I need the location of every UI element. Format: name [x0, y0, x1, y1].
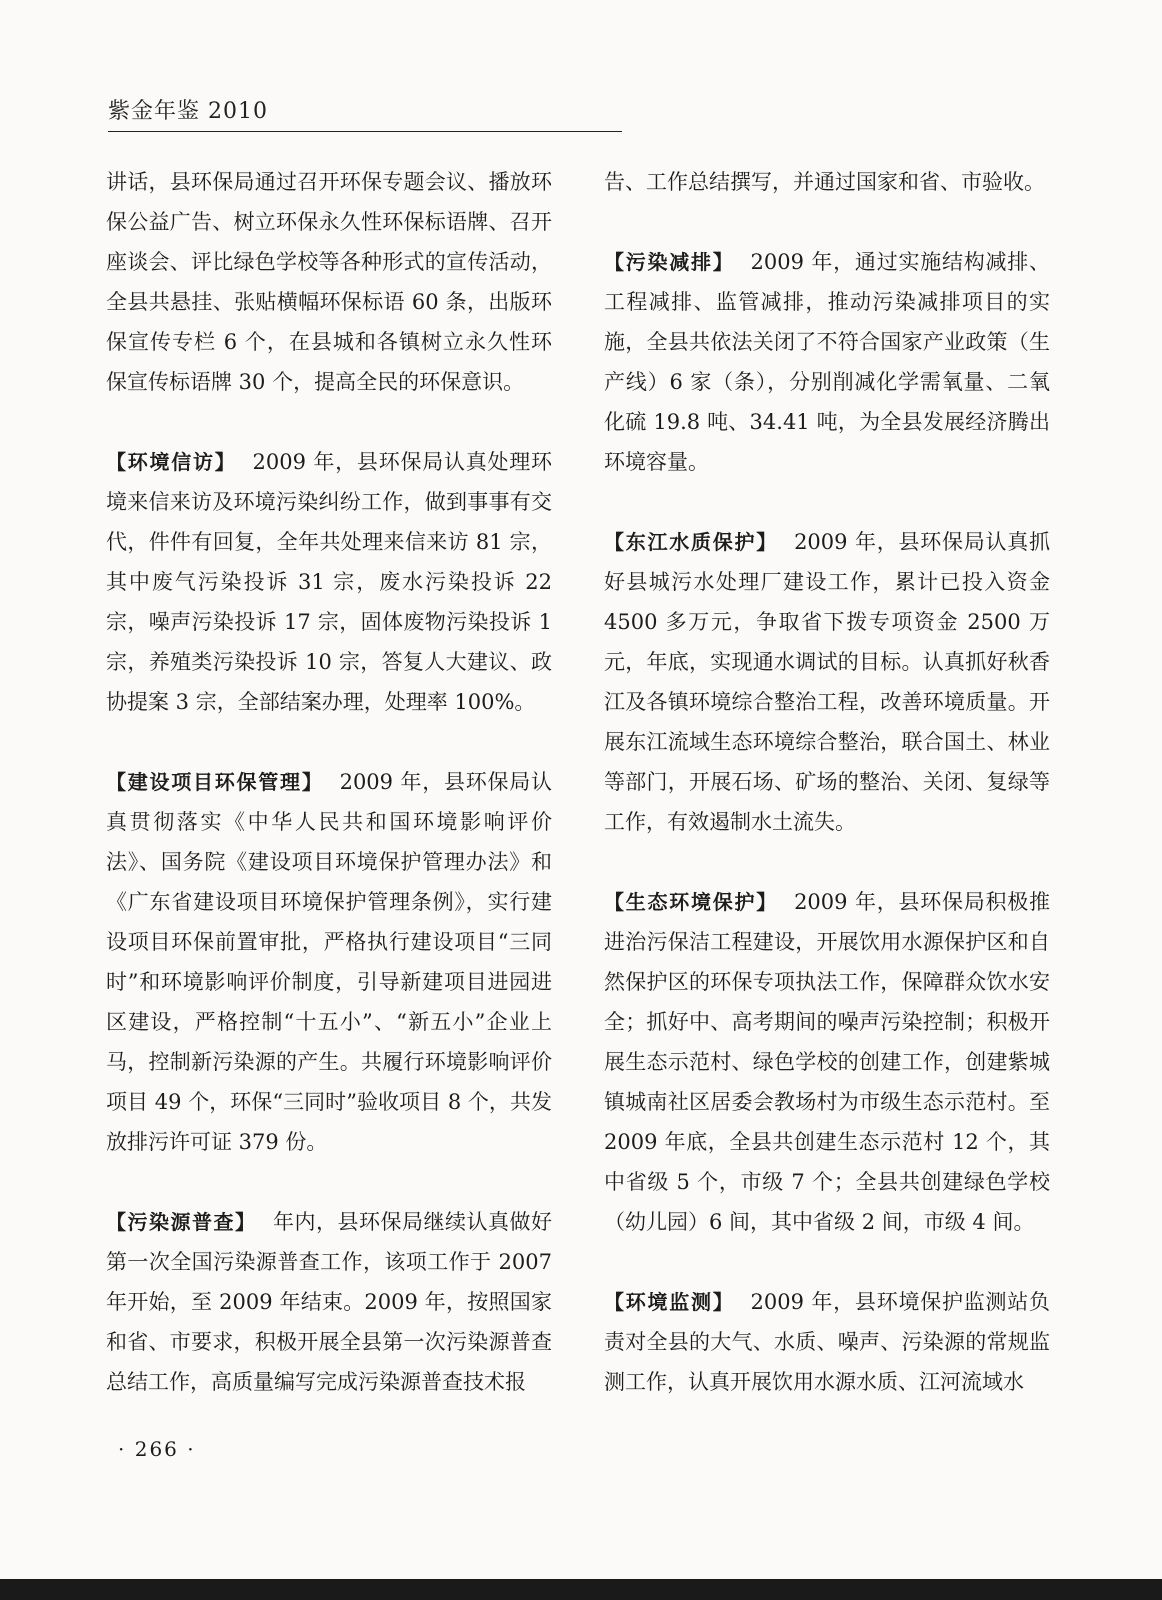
- header-rule: [108, 131, 622, 132]
- paragraph-text: 告、工作总结撰写，并通过国家和省、市验收。: [604, 170, 1045, 194]
- paragraph-continued: [604, 162, 1050, 202]
- section-construction-project-management: [106, 762, 552, 1162]
- section-heading: 【环境信访】: [106, 450, 237, 474]
- paragraph-continued: [106, 162, 552, 402]
- section-body: 2009 年，县环保局认真处理环境来信来访及环境污染纠纷工作，做到事事有交代，件件有回复，全年共处理来信来访 81 宗，其中废气污染投诉 31 宗，废水污染投诉 22 宗，噪声污染投诉 17 宗，固体废物污染投诉 1 宗，养殖类污染投诉 10 宗，答复人大建议、政协提案 3 宗，全部结案办理，处理率 100%。: [106, 450, 552, 714]
- section-environmental-monitoring: [604, 1282, 1050, 1402]
- section-heading: 【生态环境保护】: [604, 890, 779, 914]
- section-body: 2009 年，县环境保护监测站负责对全县的大气、水质、噪声、污染源的常规监测工作，认真开展饮用水源水质、江河流域水: [604, 1290, 1050, 1394]
- left-column: [106, 162, 552, 1402]
- scan-edge-band: [0, 1579, 1162, 1600]
- running-head-title: 紫金年鉴 2010: [108, 99, 268, 124]
- section-heading: 【污染源普查】: [106, 1210, 257, 1234]
- section-body: 2009 年，县环保局认真抓好县城污水处理厂建设工作，累计已投入资金 4500 多万元，争取省下拨专项资金 2500 万元，年底，实现通水调试的目标。认真抓好秋香江及各镇环境综合整治工程，改善环境质量。开展东江流域生态环境综合整治，联合国土、林业等部门，开展石场、矿场的整治、关闭、复绿等工作，有效遏制水土流失。: [604, 530, 1050, 834]
- section-heading: 【环境监测】: [604, 1290, 735, 1314]
- section-heading: 【东江水质保护】: [604, 530, 779, 554]
- section-body: 2009 年，县环保局积极推进治污保洁工程建设，开展饮用水源保护区和自然保护区的环保专项执法工作，保障群众饮水安全；抓好中、高考期间的噪声污染控制；积极开展生态示范村、绿色学校的创建工作，创建紫城镇城南社区居委会教场村为市级生态示范村。至 2009 年底，全县共创建生态示范村 12 个，其中省级 5 个，市级 7 个；全县共创建绿色学校（幼儿园）6 间，其中省级 2 间，市级 4 间。: [604, 890, 1050, 1234]
- right-column: [604, 162, 1050, 1402]
- section-dongjiang-water-protection: [604, 522, 1050, 842]
- section-body: 2009 年，通过实施结构减排、工程减排、监管减排，推动污染减排项目的实施，全县共依法关闭了不符合国家产业政策（生产线）6 家（条），分别削减化学需氧量、二氧化硫 19.8 吨、34.41 吨，为全县发展经济腾出环境容量。: [604, 250, 1050, 474]
- section-heading: 【建设项目环保管理】: [106, 770, 324, 794]
- section-pollution-census: [106, 1202, 552, 1402]
- page-number: · 266 ·: [118, 1437, 196, 1461]
- section-body: 年内，县环保局继续认真做好第一次全国污染源普查工作，该项工作于 2007 年开始，至 2009 年结束。2009 年，按照国家和省、市要求，积极开展全县第一次污染源普查总结工作，高质量编写完成污染源普查技术报: [106, 1210, 552, 1394]
- section-heading: 【污染减排】: [604, 250, 735, 274]
- paragraph-text: 讲话，县环保局通过召开环保专题会议、播放环保公益广告、树立环保永久性环保标语牌、召开座谈会、评比绿色学校等各种形式的宣传活动，全县共悬挂、张贴横幅环保标语 60 条，出版环保宣传专栏 6 个，在县城和各镇树立永久性环保宣传标语牌 30 个，提高全民的环保意识。: [106, 170, 552, 394]
- section-body: 2009 年，县环保局认真贯彻落实《中华人民共和国环境影响评价法》、国务院《建设项目环境保护管理办法》和《广东省建设项目环境保护管理条例》，实行建设项目环保前置审批，严格执行建设项目“三同时”和环境影响评价制度，引导新建项目进园进区建设，严格控制“十五小”、“新五小”企业上马，控制新污染源的产生。共履行环境影响评价项目 49 个，环保“三同时”验收项目 8 个，共发放排污许可证 379 份。: [106, 770, 552, 1154]
- section-environmental-petitions: [106, 442, 552, 722]
- section-pollution-reduction: [604, 242, 1050, 482]
- section-ecological-protection: [604, 882, 1050, 1242]
